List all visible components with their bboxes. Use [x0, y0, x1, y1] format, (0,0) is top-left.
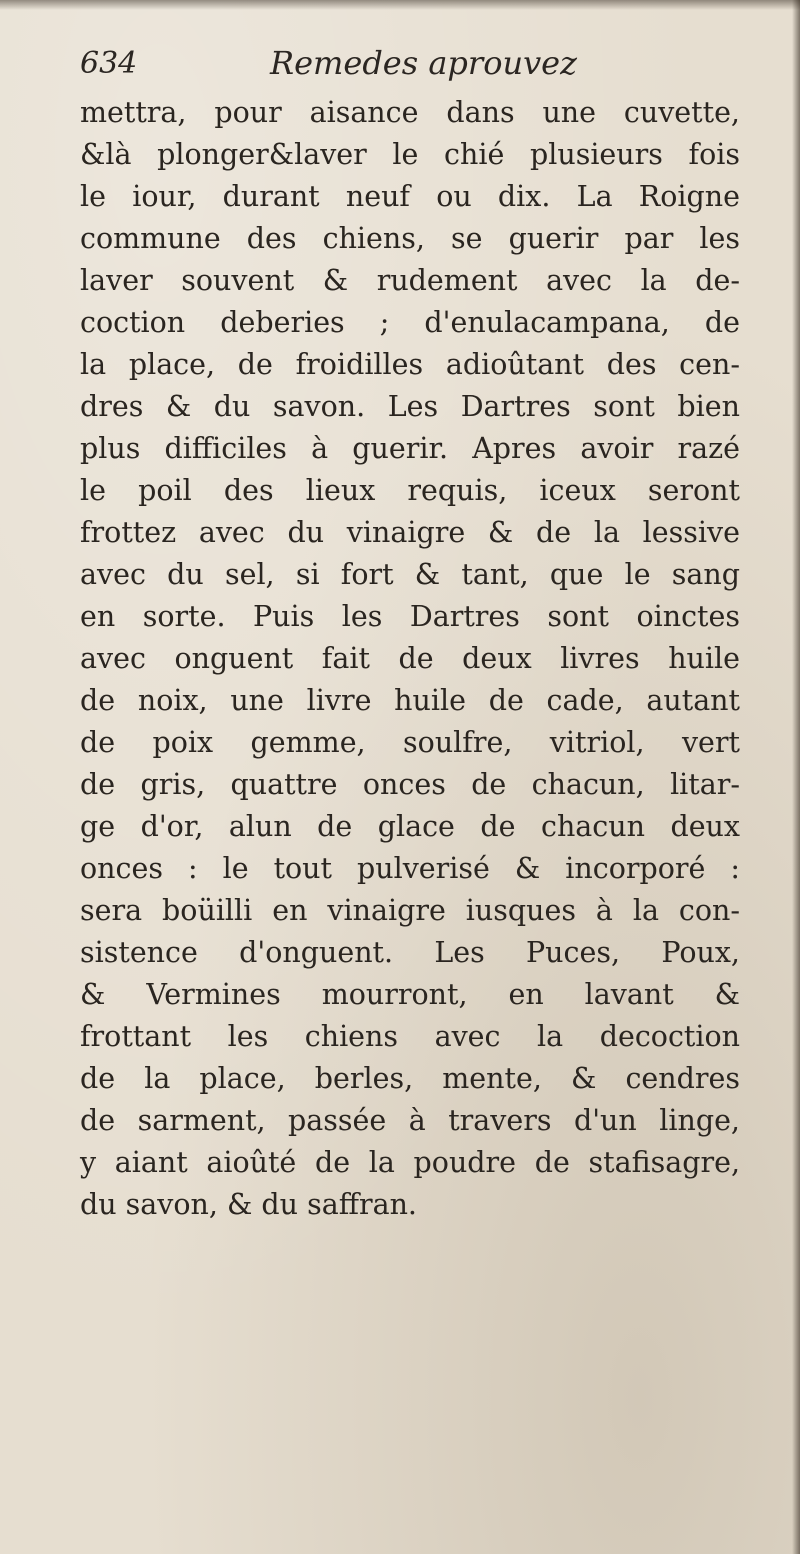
page-top-shadow — [0, 0, 800, 10]
text-line: de sarment, passée à travers d'un linge, — [80, 1104, 740, 1137]
text-line: le iour, durant neuf ou dix. La Roigne — [80, 180, 740, 213]
text-line: onces : le tout pulverisé & incorporé : — [80, 852, 740, 885]
text-line: de gris, quattre onces de chacun, litar- — [80, 768, 740, 801]
text-line: y aiant aioûté de la poudre de stafisagre, — [80, 1146, 740, 1179]
text-line: laver souvent & rudement avec la de- — [80, 264, 740, 297]
text-line: ge d'or, alun de glace de chacun deux — [80, 810, 740, 843]
text-line: plus difficiles à guerir. Apres avoir razé — [80, 432, 740, 465]
text-line: de la place, berles, mente, & cendres — [80, 1062, 740, 1095]
text-line: en sorte. Puis les Dartres sont oinctes — [80, 600, 740, 633]
text-line: mettra, pour aisance dans une cuvette, — [80, 96, 740, 129]
text-line: coction deberies ; d'enulacampana, de — [80, 306, 740, 339]
text-line: sera boüilli en vinaigre iusques à la con- — [80, 894, 740, 927]
text-line: du savon, & du saffran. — [80, 1188, 417, 1221]
text-line: avec onguent fait de deux livres huile — [80, 642, 740, 675]
text-line: avec du sel, si fort & tant, que le sang — [80, 558, 740, 591]
text-line: de noix, une livre huile de cade, autant — [80, 684, 740, 717]
text-line: sistence d'onguent. Les Puces, Poux, — [80, 936, 740, 969]
text-line: frottez avec du vinaigre & de la lessive — [80, 516, 740, 549]
text-line: la place, de froidilles adioûtant des cen- — [80, 348, 740, 381]
text-line: de poix gemme, soulfre, vitriol, vert — [80, 726, 740, 759]
text-line: frottant les chiens avec la decoction — [80, 1020, 740, 1053]
text-line: le poil des lieux requis, iceux seront — [80, 474, 740, 507]
running-title: Remedes aprouvez — [270, 44, 577, 82]
text-line: & Vermines mourront, en lavant & — [80, 978, 740, 1011]
text-line: dres & du savon. Les Dartres sont bien — [80, 390, 740, 423]
page-right-shadow — [792, 0, 800, 1554]
body-text — [80, 92, 740, 1226]
page-header — [80, 42, 740, 92]
text-line: commune des chiens, se guerir par les — [80, 222, 740, 255]
page-number: 634 — [80, 46, 138, 81]
text-line: &là plonger&laver le chié plusieurs fois — [80, 138, 740, 171]
